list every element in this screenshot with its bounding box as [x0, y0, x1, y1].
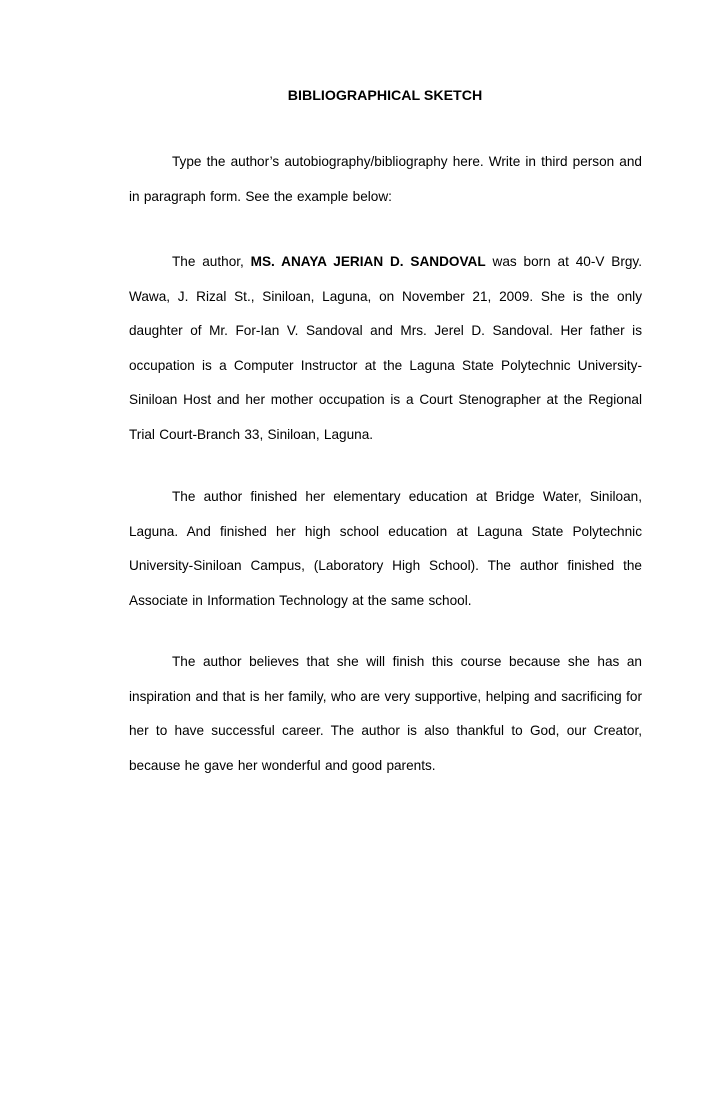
birth-paragraph [129, 245, 642, 452]
birth-paragraph-lead: The author, [172, 254, 251, 269]
author-name: MS. ANAYA JERIAN D. SANDOVAL [250, 254, 486, 269]
closing-paragraph: The author believes that she will finish this course because she has an inspiration and that is her family, who are very supportive, helping and sacrificing for her to have successful career. The author is also thankful to God, our Creator, because he gave her wonderful and good parents. [129, 654, 642, 773]
page-title: BIBLIOGRAPHICAL SKETCH [287, 88, 483, 104]
instructions-paragraph: Type the author’s autobiography/bibliography here. Write in third person and in paragraph form. See the example below: [129, 154, 642, 204]
birth-paragraph-rest: was born at 40-V Brgy. Wawa, J. Rizal St., Siniloan, Laguna, on November 21, 2009. She is the only daughter of Mr. For-Ian V. Sandoval and Mrs. Jerel D. Sandoval. Her father is occupation is a Computer Instructor at the Laguna State Polytechnic University-Siniloan Host and her mother occupation is a Court Stenographer at the Regional Trial Court-Branch 33, Siniloan, Laguna. [129, 254, 642, 442]
education-paragraph: The author finished her elementary education at Bridge Water, Siniloan, Laguna. And finished her high school education at Laguna State Polytechnic University-Siniloan Campus, (Laboratory High School). The author finished the Associate in Information Technology at the same school. [129, 489, 642, 608]
